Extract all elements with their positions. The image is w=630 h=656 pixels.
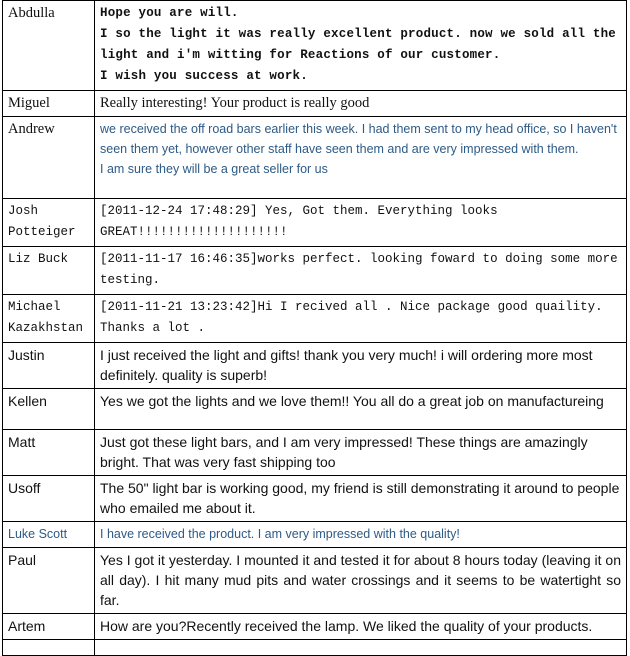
review-text	[95, 1, 627, 91]
table-row	[3, 247, 627, 295]
reviews-table	[2, 0, 627, 656]
table-row	[3, 1, 627, 91]
reviewer-name: Artem	[3, 614, 95, 640]
review-text: Really interesting! Your product is really good	[95, 91, 627, 117]
table-row	[3, 91, 627, 117]
reviewer-name: Miguel	[3, 91, 95, 117]
review-text: [2011-12-24 17:48:29] Yes, Got them. Everything looks GREAT!!!!!!!!!!!!!!!!!!!!	[95, 199, 627, 247]
reviewer-name: Justin	[3, 343, 95, 389]
reviewer-name: Abdulla	[3, 1, 95, 91]
review-text: Yes we got the lights and we love them!! You all do a great job on manufactureing	[95, 389, 627, 430]
table-row	[3, 522, 627, 548]
table-row	[3, 430, 627, 476]
reviewer-name: Kellen	[3, 389, 95, 430]
review-text: I just received the light and gifts! thank you very much! i will ordering more most definitely. quality is superb!	[95, 343, 627, 389]
reviewer-name: Usoff	[3, 476, 95, 522]
reviewer-name: Paul	[3, 548, 95, 614]
empty-cell	[95, 640, 627, 656]
review-text: I have received the product. I am very impressed with the quality!	[95, 522, 627, 548]
review-text: How are you?Recently received the lamp. We liked the quality of your products.	[95, 614, 627, 640]
reviewer-name: Michael Kazakhstan	[3, 295, 95, 343]
review-line: I wish you success at work.	[100, 69, 308, 83]
review-line: I so the light it was really excellent product. now we sold all the light and i'm witting for Reactions of our customer.	[100, 27, 616, 62]
reviewer-name: Matt	[3, 430, 95, 476]
reviewer-name: Liz Buck	[3, 247, 95, 295]
reviewer-name: Andrew	[3, 117, 95, 199]
review-line: Hope you are will.	[100, 6, 239, 20]
review-text: The 50" light bar is working good, my friend is still demonstrating it around to people who emailed me about it.	[95, 476, 627, 522]
reviewer-name: Luke Scott	[3, 522, 95, 548]
table-row	[3, 117, 627, 199]
table-row-empty	[3, 640, 627, 656]
table-row	[3, 614, 627, 640]
review-text	[95, 117, 627, 199]
review-text: Yes I got it yesterday. I mounted it and tested it for about 8 hours today (leaving it on all day). I hit many mud pits and water crossings and it seems to be watertight so far.	[95, 548, 627, 614]
table-row	[3, 343, 627, 389]
review-line: I am sure they will be a great seller for us	[100, 162, 328, 176]
review-text: Just got these light bars, and I am very impressed! These things are amazingly bright. That was very fast shipping too	[95, 430, 627, 476]
review-text: [2011-11-17 16:46:35]works perfect. looking foward to doing some more testing.	[95, 247, 627, 295]
review-line: we received the off road bars earlier this week. I had them sent to my head office, so I haven't seen them yet, however other staff have seen them and are very impressed with them.	[100, 122, 617, 156]
table-row	[3, 295, 627, 343]
review-text: [2011-11-21 13:23:42]Hi I recived all . Nice package good quaility. Thanks a lot .	[95, 295, 627, 343]
table-row	[3, 389, 627, 430]
reviewer-name: Josh Potteiger	[3, 199, 95, 247]
empty-cell	[3, 640, 95, 656]
table-row	[3, 199, 627, 247]
table-row	[3, 548, 627, 614]
table-row	[3, 476, 627, 522]
